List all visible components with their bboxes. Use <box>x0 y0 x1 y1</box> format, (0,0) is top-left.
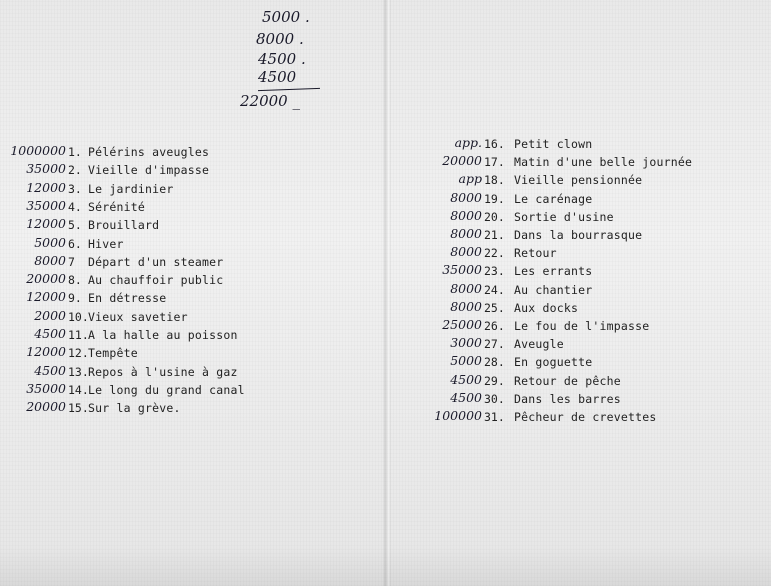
handwritten-price: 2000 <box>34 307 66 323</box>
artwork-title: Pêcheur de crevettes <box>514 410 657 424</box>
artwork-title: Retour de pêche <box>514 373 621 388</box>
artwork-title: En goguette <box>514 355 593 370</box>
item-number: 30. <box>484 391 505 406</box>
handwritten-price: 8000 <box>450 244 482 260</box>
handwritten-price: 1000000 <box>10 143 66 158</box>
item-number: 24. <box>484 282 505 297</box>
artwork-title: Au chauffoir public <box>88 273 224 288</box>
handwritten-price: 100000 <box>434 408 482 423</box>
artwork-title: Petit clown <box>514 137 593 151</box>
artwork-title: Les errants <box>514 264 593 279</box>
handwritten-price: 35000 <box>26 380 66 396</box>
artwork-title: A la halle au poisson <box>88 328 238 342</box>
handwritten-price: 8000 <box>450 226 482 241</box>
artwork-title: Pélérins aveugles <box>88 145 210 159</box>
page-fold <box>383 0 391 586</box>
sum-line: 4500 <box>258 68 297 86</box>
item-number: 7 <box>68 254 75 269</box>
handwritten-price: 5000 <box>450 353 482 369</box>
item-number: 6. <box>68 236 82 251</box>
item-number: 9. <box>68 291 82 306</box>
item-number: 23. <box>484 264 505 279</box>
item-number: 25. <box>484 300 505 315</box>
handwritten-price: 12000 <box>26 344 66 360</box>
handwritten-price: 12000 <box>26 179 66 195</box>
item-number: 26. <box>484 319 505 333</box>
item-number: 17. <box>484 155 505 170</box>
paper-shadow <box>0 546 771 586</box>
item-number: 15. <box>68 401 89 416</box>
handwritten-price: 8000 <box>450 298 482 314</box>
item-number: 19. <box>484 191 505 206</box>
item-number: 27. <box>484 337 505 352</box>
artwork-title: Vieille d'impasse <box>88 163 210 178</box>
item-number: 10. <box>68 309 89 324</box>
handwritten-price: 12000 <box>26 216 66 232</box>
handwritten-price: 8000 <box>450 207 482 223</box>
handwritten-price: app. <box>454 135 482 150</box>
handwritten-price: 35000 <box>26 197 66 213</box>
sum-line: 8000 . <box>256 30 304 48</box>
handwritten-price: app <box>458 171 482 187</box>
handwritten-price: 20000 <box>442 153 482 169</box>
artwork-title: Le carénage <box>514 191 593 206</box>
artwork-title: Brouillard <box>88 218 160 233</box>
handwritten-price: 8000 <box>450 280 482 296</box>
artwork-title: Retour <box>514 246 557 261</box>
item-number: 21. <box>484 228 505 242</box>
artwork-title: Le jardinier <box>88 181 174 196</box>
item-number: 16. <box>484 137 505 151</box>
handwritten-price: 4500 <box>34 326 66 341</box>
item-number: 2. <box>68 163 82 178</box>
artwork-title: Tempête <box>88 346 138 361</box>
artwork-title: Au chantier <box>514 282 593 297</box>
handwritten-price: 35000 <box>26 161 66 177</box>
artwork-title: Matin d'une belle journée <box>514 155 693 170</box>
artwork-title: En détresse <box>88 291 167 306</box>
artwork-title: Hiver <box>88 236 124 251</box>
item-number: 4. <box>68 199 82 214</box>
item-number: 29. <box>484 373 505 388</box>
artwork-title: Vieux savetier <box>88 309 188 324</box>
handwritten-price: 20000 <box>26 399 66 415</box>
item-number: 13. <box>68 364 89 379</box>
sum-total: 22000 _ <box>240 92 300 110</box>
artwork-title: Aveugle <box>514 337 564 352</box>
sum-rule <box>258 88 320 91</box>
handwritten-price: 8000 <box>34 252 66 268</box>
handwritten-price: 12000 <box>26 289 66 305</box>
handwritten-price: 4500 <box>34 362 66 378</box>
artwork-title: Départ d'un steamer <box>88 254 224 269</box>
artwork-title: Repos à l'usine à gaz <box>88 364 238 379</box>
item-number: 14. <box>68 382 89 397</box>
item-number: 31. <box>484 410 505 424</box>
item-number: 5. <box>68 218 82 233</box>
artwork-title: Dans les barres <box>514 391 621 406</box>
handwritten-price: 5000 <box>34 234 66 250</box>
handwritten-price: 3000 <box>450 335 482 351</box>
artwork-title: Sortie d'usine <box>514 209 614 224</box>
item-number: 3. <box>68 181 82 196</box>
artwork-title: Aux docks <box>514 300 579 315</box>
artwork-title: Dans la bourrasque <box>514 228 643 242</box>
artwork-title: Sérénité <box>88 199 145 214</box>
item-number: 8. <box>68 273 82 288</box>
item-number: 12. <box>68 346 89 361</box>
item-number: 22. <box>484 246 505 261</box>
handwritten-price: 4500 <box>450 389 482 405</box>
handwritten-price: 35000 <box>442 262 482 278</box>
artwork-title: Vieille pensionnée <box>514 173 643 188</box>
handwritten-price: 8000 <box>450 189 482 205</box>
handwritten-price: 4500 <box>450 371 482 387</box>
item-number: 28. <box>484 355 505 370</box>
item-number: 1. <box>68 145 82 159</box>
handwritten-price: 20000 <box>26 271 66 287</box>
artwork-title: Sur la grève. <box>88 401 181 416</box>
handwritten-price: 25000 <box>442 317 482 332</box>
sum-line: 4500 . <box>258 50 306 68</box>
artwork-title: Le long du grand canal <box>88 382 245 397</box>
artwork-title: Le fou de l'impasse <box>514 319 650 333</box>
item-number: 20. <box>484 209 505 224</box>
sum-line: 5000 . <box>262 8 310 26</box>
item-number: 18. <box>484 173 505 188</box>
item-number: 11. <box>68 328 89 342</box>
